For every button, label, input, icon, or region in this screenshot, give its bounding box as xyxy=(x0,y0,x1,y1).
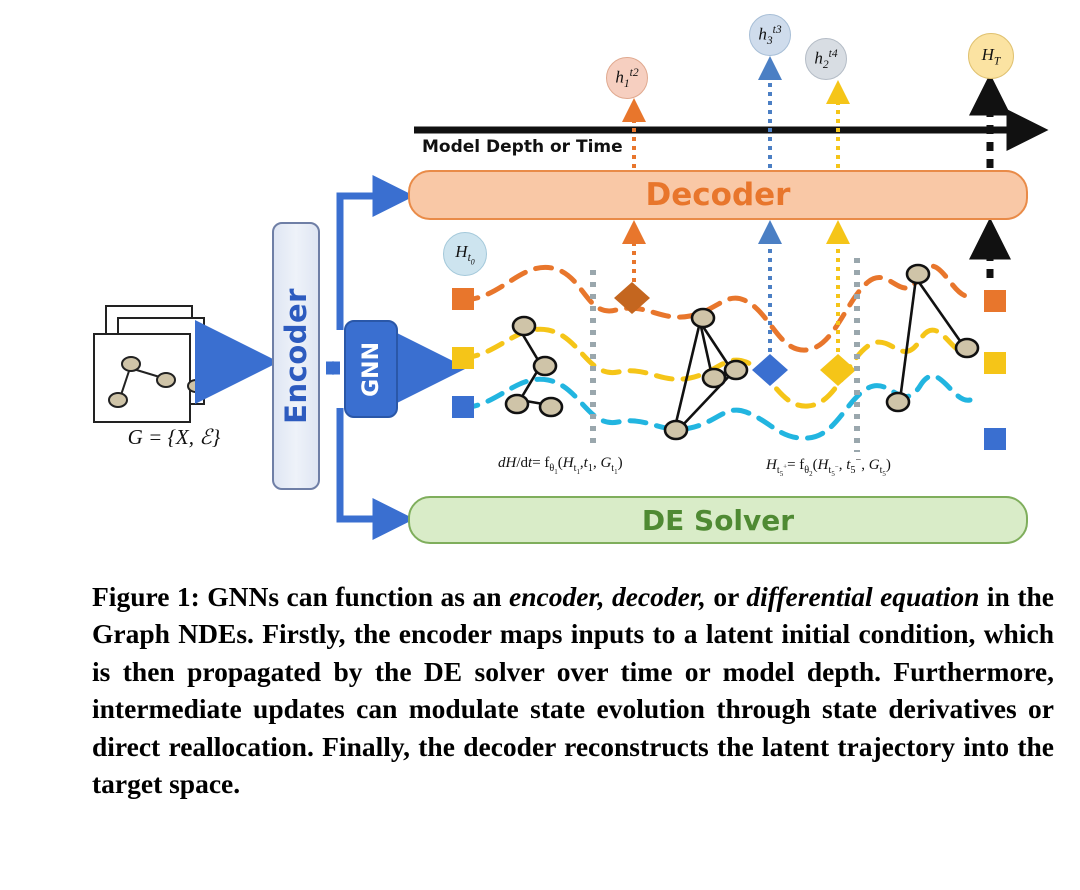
bubble-h2-t4 xyxy=(805,38,847,80)
gnn-block[interactable] xyxy=(344,320,398,418)
figure-caption xyxy=(92,578,1054,802)
decoder-block[interactable] xyxy=(408,170,1028,220)
bubble-H-t0-label: $H_{t_0}$ xyxy=(455,241,475,267)
input-graph-stack xyxy=(94,306,204,422)
caption-segment-4: differential equation xyxy=(746,581,980,612)
gnn-label: GNN xyxy=(358,341,384,397)
time-axis-label: Model Depth or Time xyxy=(422,137,623,157)
caption-segment-5: in the Graph NDEs. Firstly, the encoder maps inputs to a latent initial condition, which is then propagated by the DE solver over time or model depth. Furthermore, intermediate updates can modulate state evolution through state derivatives or direct reallocation. Finally, the decoder reconstructs the latent trajectory into the target space. xyxy=(92,581,1054,799)
caption-segment-1: GNNs can function as an xyxy=(207,581,510,612)
bubble-h3-t3 xyxy=(749,14,791,56)
caption-segment-2: encoder, decoder, xyxy=(509,581,706,612)
derivative-equation: $dH/dt= f_{\theta_1}(H_{t_1},t_1$, $G_{t_1}$) xyxy=(498,455,623,477)
decoder-label: Decoder xyxy=(645,177,791,213)
bubble-H-T-label: $H_T$ xyxy=(981,44,1001,68)
bubble-h1-t2 xyxy=(606,57,648,99)
encoder-block[interactable] xyxy=(272,222,320,490)
encoder-label: Encoder xyxy=(279,288,313,424)
blue-arrows xyxy=(214,196,446,519)
de-solver-label: DE Solver xyxy=(641,503,795,537)
bubble-h3-t3-label: $h_3^{t3}$ xyxy=(758,22,782,48)
caption-segment-0: Figure 1: xyxy=(92,581,208,612)
caption-segment-3: or xyxy=(705,581,747,612)
bubble-H-t0 xyxy=(443,232,487,276)
bubble-H-T xyxy=(968,33,1014,79)
trajectory-curves xyxy=(462,266,970,438)
jump-equation: $H_{t_5^+}= f_{\theta_2}(H_{t_5^-}$, $t_5^-$, $G_{t_5}$) xyxy=(766,455,891,479)
input-graph-label-text: G = {X, ℰ} xyxy=(127,425,221,449)
top-trajectory xyxy=(462,266,970,350)
input-graph-label xyxy=(94,425,254,450)
de-solver-block[interactable] xyxy=(408,496,1028,544)
bubble-h1-t2-label: $h_1^{t2}$ xyxy=(615,65,639,91)
bubble-h2-t4-label: $h_2^{t4}$ xyxy=(814,46,838,72)
